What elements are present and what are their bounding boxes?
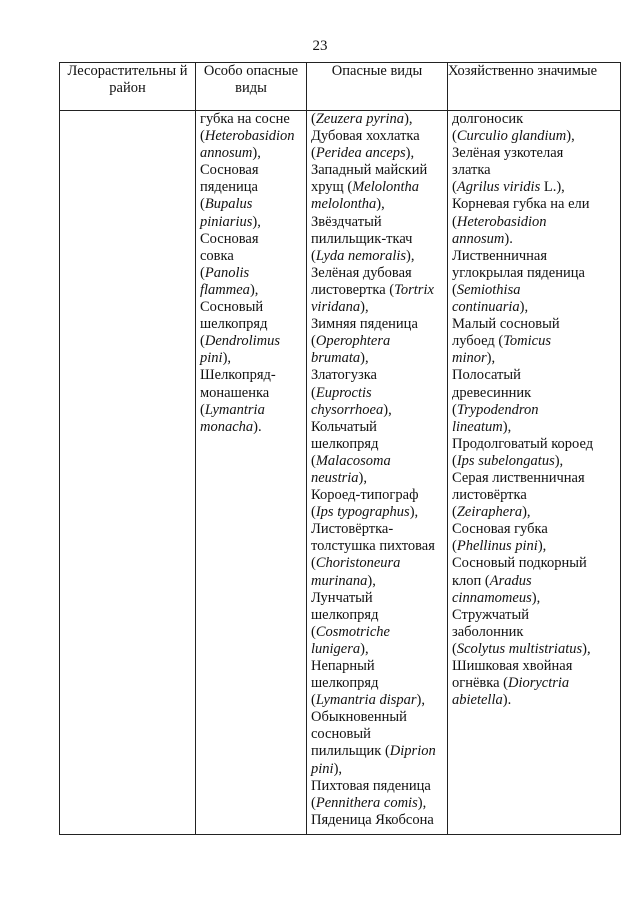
header-line: Особо опасные [203,63,299,79]
header-especially-dangerous [196,63,307,111]
table-row [60,111,621,835]
cell-text-line: огнёвка (Dioryctria [452,675,570,692]
cell-text-line: annosum), [200,145,261,162]
header-dangerous [307,63,448,111]
cell-text-line: murinana), [311,572,376,589]
cell-text-line: lineatum), [452,418,512,435]
cell-text-line: Стружчатый [452,606,529,623]
cell-text-line: долгоносик [452,111,524,127]
cell-text-line: annosum). [452,230,513,247]
cell-text-line: хрущ (Melolontha [311,179,420,196]
cell-text-line: шелкопряд [311,435,379,452]
cell-text-line: piniarius), [200,213,261,230]
cell-text-line: Лиственничная [452,247,548,264]
cell-text-line: monacha). [200,418,262,435]
cell-text-line: (Lymantria [200,401,265,418]
cell-text-line: viridana), [311,299,369,316]
cell-text-line: монашенка [200,384,270,401]
cell-especially-dangerous [196,111,307,835]
cell-text-line: (Euproctis [311,384,372,401]
cell-text-line: chysorrhoea), [311,401,392,418]
cell-text-line: Звёздчатый [311,213,382,230]
cell-text-line: (Malacosoma [311,452,391,469]
cell-text-line: Сосновая [200,162,259,179]
cell-text-line: заболонник [452,623,524,640]
cell-text-line: Златогузка [311,367,377,384]
cell-text-line: Сосновый подкорный [452,555,587,572]
page-number: 23 [312,38,328,54]
cell-text-line: (Cosmotriche [311,623,390,640]
header-line: виды [235,80,267,97]
cell-text-line: Шелкопряд- [200,367,276,384]
cell-text-line: углокрылая пяденица [452,264,585,281]
cell-text-line: Западный майский [311,162,428,179]
cell-text-line: (Lyda nemoralis), [311,247,415,264]
cell-text-line: толстушка пихтовая [311,538,435,555]
cell-text-line: совка [200,247,234,264]
header-line: Лесорастительны [67,63,177,79]
cell-text-line: Зелёная узкотелая [452,145,564,162]
cell-text-line: Полосатый [452,367,521,384]
cell-text-line: (Phellinus pini), [452,538,547,555]
cell-text-line: Сосновая губка [452,521,548,538]
cell-text-line: губка на сосне [200,111,290,127]
cell-text-line: (Ips subelongatus), [452,452,564,469]
header-line: значимые [537,63,598,79]
cell-text-line: (Lymantria dispar), [311,692,425,709]
cell-text-line: Дубовая хохлатка [311,128,420,145]
cell-text-line: (Peridea anceps), [311,145,415,162]
cell-text-line: (Heterobasidion [200,128,295,145]
cell-text-line: pini), [311,760,343,777]
header-forest-region [60,63,196,111]
header-line: й район [109,63,188,97]
cell-text-line: лубоед (Tomicus [452,333,551,350]
cell-text-line: (Scolytus multistriatus), [452,640,591,657]
cell-text-line: листовертка (Tortrix [311,281,434,298]
cell-text-line: (Zeiraphera), [452,504,531,521]
table-header-row [60,63,621,111]
cell-text-line: Сосновый [200,299,264,316]
cell-text-line: (Dendrolimus [200,333,281,350]
cell-text-line: Серая лиственничная [452,469,585,486]
cell-text-line: Кольчатый [311,418,377,435]
cell-text-line: neustria), [311,469,367,486]
cell-text-line: pini), [200,350,232,367]
cell-text-line: Малый сосновый [452,316,560,333]
cell-text-line: minor), [452,350,496,367]
cell-economically-significant [448,111,621,835]
cell-text-line: (Curculio glandium), [452,128,575,145]
cell-text-line: Корневая губка на ели [452,196,590,213]
cell-text-line: (Agrilus viridis L.), [452,179,565,196]
cell-text-line: flammea), [200,281,259,298]
cell-text-line: Продолговатый короед [452,435,594,452]
cell-text-line: Сосновая [200,230,259,247]
cell-text-line: Короед-типограф [311,487,419,504]
cell-text-line: cinnamomeus), [452,589,541,606]
cell-text-line: Обыкновенный [311,709,407,726]
cell-text-line: листовёртка [452,487,527,504]
cell-text-line: melolontha), [311,196,385,213]
header-line: Опасные виды [331,63,423,79]
cell-text-line: шелкопряд [311,606,379,623]
header-economically-significant [448,63,621,111]
cell-text-line: continuaria), [452,299,529,316]
cell-text-line: златка [452,162,491,179]
species-table [59,62,621,835]
cell-text-line: abietella). [452,692,512,709]
cell-text-line: Шишковая хвойная [452,658,573,674]
cell-text-line: клоп (Aradus [452,572,532,589]
cell-dangerous [307,111,448,835]
cell-text-line: Непарный [311,658,375,674]
header-line: Хозяйственно [448,63,534,79]
cell-text-line: Зимняя пяденица [311,316,418,333]
cell-text-line: brumata), [311,350,369,367]
cell-text-line: Пихтовая пяденица [311,777,431,794]
cell-text-line: Пяденица Якобсона [311,811,434,828]
cell-text-line: Листовёртка- [311,521,394,538]
cell-text-line: Зелёная дубовая [311,264,412,281]
cell-text-line: Лунчатый [311,589,373,606]
cell-text-line: (Ips typographus), [311,504,419,521]
cell-text-line: lunigera), [311,640,369,657]
cell-text-line: шелкопряд [311,675,379,692]
cell-text-line: (Semiothisa [452,281,521,298]
cell-text-line: пилильщик-ткач [311,230,413,247]
cell-text-line: шелкопряд [200,316,268,333]
cell-text-line: (Choristoneura [311,555,401,572]
cell-text-line: (Zeuzera pyrina), [311,111,413,127]
cell-text-line: (Pennithera comis), [311,794,427,811]
cell-text-line: (Panolis [200,264,250,281]
cell-text-line: пяденица [200,179,258,196]
cell-text-line: (Bupalus [200,196,253,213]
cell-text-line: сосновый [311,726,371,743]
cell-text-line: (Operophtera [311,333,391,350]
cell-text-line: древесинник [452,384,532,401]
cell-forest-region [60,111,196,835]
cell-text-line: (Trypodendron [452,401,539,418]
cell-text-line: пилильщик (Diprion [311,743,436,760]
cell-text-line: (Heterobasidion [452,213,547,230]
